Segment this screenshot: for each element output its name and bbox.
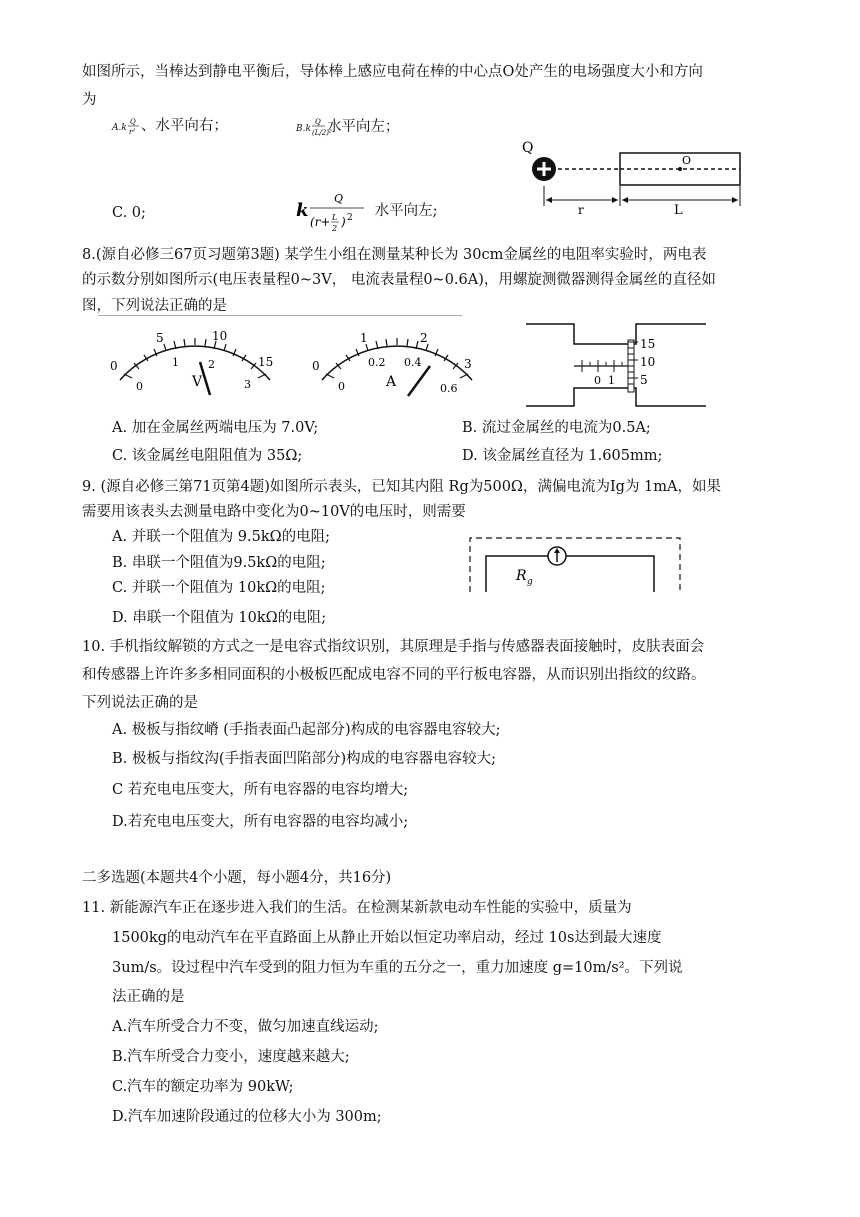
voltmeter-unit: V	[192, 374, 203, 390]
q10-option-b: B. 极板与指纹沟(手指表面凹陷部分)构成的电容器电容较大;	[112, 751, 497, 767]
v-inner-0: 0	[136, 380, 143, 393]
q11-option-d: D.汽车加速阶段通过的位移大小为 300m;	[112, 1109, 382, 1125]
q8-option-b: B. 流过金属丝的电流为0.5A;	[462, 420, 651, 436]
q10-stem-line3: 下列说法正确的是	[82, 695, 198, 711]
svg-text:r²: r²	[128, 128, 135, 136]
svg-text:L: L	[332, 213, 338, 222]
center-label: O	[682, 154, 692, 167]
v-inner-2: 2	[208, 358, 215, 371]
ammeter-unit: A	[386, 374, 397, 390]
q10-stem-line2: 和传感器上许许多多相同面积的小极板匹配成电容不同的平行板电容器，从而识别出指纹的纹路。	[82, 667, 706, 683]
q8-option-c: C. 该金属丝电阻阻值为 35Ω;	[112, 448, 303, 464]
svg-text:(L/2)²: (L/2)²	[311, 129, 332, 137]
q11-stem-line3: 3um/s。设过程中汽车受到的阻力恒为车重的五分之一，重力加速度 g=10m/s²。下列说	[112, 960, 683, 976]
v-outer-10: 10	[212, 329, 228, 343]
dashed-box	[470, 538, 680, 592]
v-outer-0: 0	[110, 359, 118, 373]
svg-text:(r+: (r+	[310, 215, 331, 229]
v-outer-5: 5	[156, 331, 164, 345]
q7-option-c: C. 0;	[112, 205, 146, 221]
q7-stem-line2: 为	[82, 92, 97, 108]
q9-option-a: A. 并联一个阻值为 9.5kΩ的电阻;	[112, 529, 331, 545]
ammeter-needle	[408, 366, 430, 396]
q8-stem-line1: 8.(源自必修三67页习题第3题) 某学生小组在测量某种长为 30cm金属丝的电阻率实验时，两电表	[82, 247, 707, 263]
charge-label: Q	[522, 140, 534, 156]
q7-option-b-formula: B.k	[296, 124, 311, 134]
q9-figure	[466, 534, 686, 594]
rg-label: R	[516, 568, 527, 584]
q11-stem-line4: 法正确的是	[112, 989, 185, 1005]
micrometer-figure	[520, 318, 720, 410]
micro-main-0: 0	[594, 374, 601, 387]
section-heading: 二多选题(本题共4个小题，每小题4分，共16分)	[82, 870, 392, 886]
q9-stem-line1: 9. (源自必修三第71页第4题)如图所示表头，已知其内阻 Rg为500Ω，满偏电流为Ig为 1mA，如果	[82, 479, 722, 495]
q7-option-b-fraction	[311, 116, 332, 138]
q7-option-a-text: 、水平向右；	[140, 118, 228, 134]
q8-stem-line2: 的示数分别如图所示(电压表量程0~3V， 电流表量程0~0.6A)，用螺旋测微器测得金属丝的直径如	[82, 272, 716, 288]
q7-option-a-fraction	[127, 116, 141, 136]
svg-text:g: g	[527, 577, 533, 587]
q10-option-a: A. 极板与指纹嵴 (手指表面凸起部分)构成的电容器电容较大;	[112, 722, 501, 738]
v-outer-15: 15	[258, 355, 274, 369]
q8-option-a: A. 加在金属丝两端电压为 7.0V;	[112, 420, 319, 436]
q7-option-b	[296, 116, 399, 139]
q7-option-a-formula: A.k	[112, 123, 127, 133]
q8-stem-line3: 图，下列说法正确的是	[82, 298, 227, 314]
L-label: L	[674, 203, 683, 218]
q10-option-c: C 若充电电压变大，所有电容器的电容均增大;	[112, 782, 409, 798]
micro-5: 5	[640, 373, 648, 387]
q7-option-d	[296, 188, 438, 234]
svg-text:Q: Q	[334, 192, 344, 205]
divider	[98, 315, 462, 316]
svg-text:Q: Q	[129, 118, 136, 126]
svg-text:): )	[341, 215, 346, 229]
q10-stem-line1: 10. 手机指纹解锁的方式之一是电容式指纹识别，其原理是手指与传感器表面接触时，皮肤表面会	[82, 639, 705, 655]
q11-option-a: A.汽车所受合力不变，做匀加速直线运动;	[112, 1019, 379, 1035]
r-label: r	[578, 203, 584, 217]
a-inner-06: 0.6	[440, 382, 458, 395]
a-inner-0: 0	[338, 380, 345, 393]
svg-text:2: 2	[347, 213, 353, 223]
micro-main-1: 1	[608, 374, 615, 387]
q7-stem-line1: 如图所示，当棒达到静电平衡后，导体棒上感应电荷在棒的中心点O处产生的电场强度大小和方向	[82, 64, 703, 80]
svg-text:k: k	[296, 200, 309, 221]
ammeter-figure	[308, 322, 488, 400]
a-outer-3: 3	[464, 357, 472, 371]
q7-option-d-text: 水平向左;	[374, 203, 438, 219]
q9-option-d: D. 串联一个阻值为 10kΩ的电阻;	[112, 610, 327, 626]
a-outer-1: 1	[360, 331, 368, 345]
svg-text:Q: Q	[314, 118, 321, 126]
a-outer-0: 0	[312, 359, 320, 373]
q10-option-d: D.若充电电压变大，所有电容器的电容均减小;	[112, 814, 409, 830]
v-inner-1: 1	[172, 356, 179, 369]
a-inner-02: 0.2	[368, 356, 386, 369]
q11-stem-line1: 11. 新能源汽车正在逐步进入我们的生活。在检测某新款电动车性能的实验中，质量为	[82, 900, 632, 916]
q7-option-d-formula	[296, 188, 366, 234]
q7-option-a	[112, 116, 228, 138]
q8-option-d: D. 该金属丝直径为 1.605mm;	[462, 448, 663, 464]
svg-text:2: 2	[332, 224, 338, 233]
a-inner-04: 0.4	[404, 356, 422, 369]
a-outer-2: 2	[420, 331, 428, 345]
q7-figure	[520, 138, 760, 218]
micro-10: 10	[640, 355, 656, 369]
voltmeter-figure	[106, 322, 286, 400]
q9-option-b: B. 串联一个阻值为9.5kΩ的电阻;	[112, 555, 326, 571]
q11-option-c: C.汽车的额定功率为 90kW;	[112, 1079, 294, 1095]
q11-option-b: B.汽车所受合力变小，速度越来越大;	[112, 1049, 350, 1065]
q9-option-c: C. 并联一个阻值为 10kΩ的电阻;	[112, 580, 326, 596]
v-inner-3: 3	[244, 378, 251, 391]
micro-15: 15	[640, 337, 656, 351]
q7-option-b-text: 水平向左；	[326, 119, 400, 135]
q11-stem-line2: 1500kg的电动汽车在平直路面上从静止开始以恒定功率启动，经过 10s达到最大速度	[112, 930, 662, 946]
q9-stem-line2: 需要用该表头去测量电路中变化为0~10V的电压时，则需要	[82, 504, 466, 520]
